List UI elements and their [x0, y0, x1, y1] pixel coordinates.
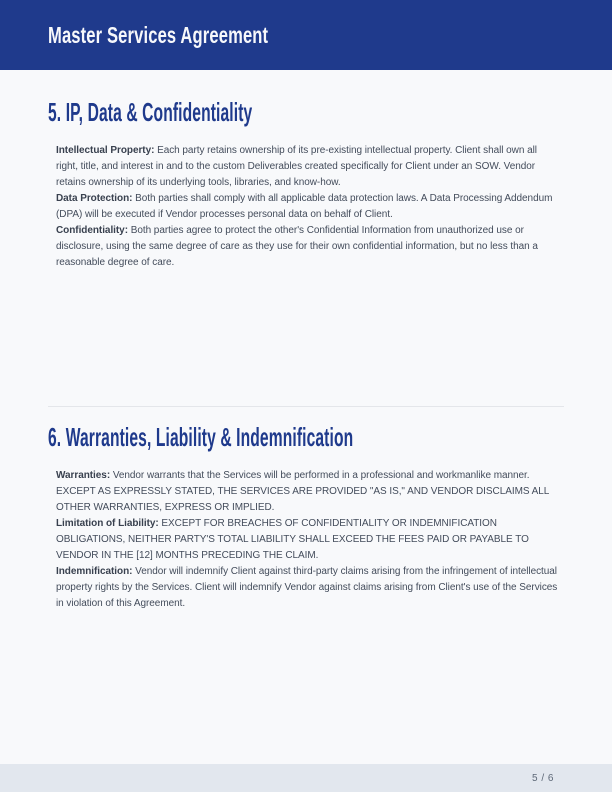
clause-text: Both parties agree to protect the other's Confidential Information from unauthorized use or disclosure, using the same degree of care as they use for their own confidential information, but no less than a reasonable degree of care.: [56, 225, 538, 268]
clause-label: Data Protection:: [56, 193, 133, 204]
clause-label: Limitation of Liability:: [56, 518, 159, 529]
section-5-heading: 5. IP, Data & Confidentiality: [48, 97, 253, 127]
clause-text: Vendor will indemnify Client against third-party claims arising from the infringement of intellectual property rights by the Services. Client will indemnify Vendor against claims arising from Client's use of the Services in violation of this Agreement.: [56, 566, 558, 609]
clause-paragraph: [56, 564, 561, 612]
section-6-clauses: [56, 468, 561, 612]
section-divider: [48, 406, 564, 407]
clause-paragraph: [56, 468, 561, 516]
section-6-heading: 6. Warranties, Liability & Indemnification: [48, 422, 354, 452]
footer-bar: [0, 764, 612, 792]
clause-paragraph: [56, 223, 561, 271]
clause-text: EXCEPT FOR BREACHES OF CONFIDENTIALITY OR INDEMNIFICATION OBLIGATIONS, NEITHER PARTY'S TOTAL LIABILITY SHALL EXCEED THE FEES PAID OR PAYABLE TO VENDOR IN THE [12] MONTHS PRECEDING THE CLAIM.: [56, 518, 529, 561]
clause-paragraph: [56, 516, 561, 564]
clause-paragraph: [56, 191, 561, 223]
clause-label: Confidentiality:: [56, 225, 128, 236]
page-indicator: 5 / 6: [532, 772, 554, 784]
clause-text: Vendor warrants that the Services will be performed in a professional and workmanlike manner. EXCEPT AS EXPRESSLY STATED, THE SERVICES ARE PROVIDED "AS IS," AND VENDOR DISCLAIMS ALL OTHER WARRANTIES, EXPRESS OR IMPLIED.: [56, 470, 549, 513]
clause-text: Both parties shall comply with all applicable data protection laws. A Data Processing Addendum (DPA) will be executed if Vendor processes personal data on behalf of Client.: [56, 193, 553, 220]
clause-label: Intellectual Property:: [56, 145, 155, 156]
document-title: Master Services Agreement: [48, 21, 269, 48]
clause-label: Warranties:: [56, 470, 111, 481]
document-header-bar: [0, 0, 612, 70]
clause-paragraph: [56, 143, 561, 191]
clause-label: Indemnification:: [56, 566, 133, 577]
clause-text: Each party retains ownership of its pre-existing intellectual property. Client shall own all right, title, and interest in and to the custom Deliverables created specifically for Client under an SOW. Vendor retains ownership of its underlying tools, libraries, and know-how.: [56, 145, 537, 188]
section-5-clauses: [56, 143, 561, 271]
